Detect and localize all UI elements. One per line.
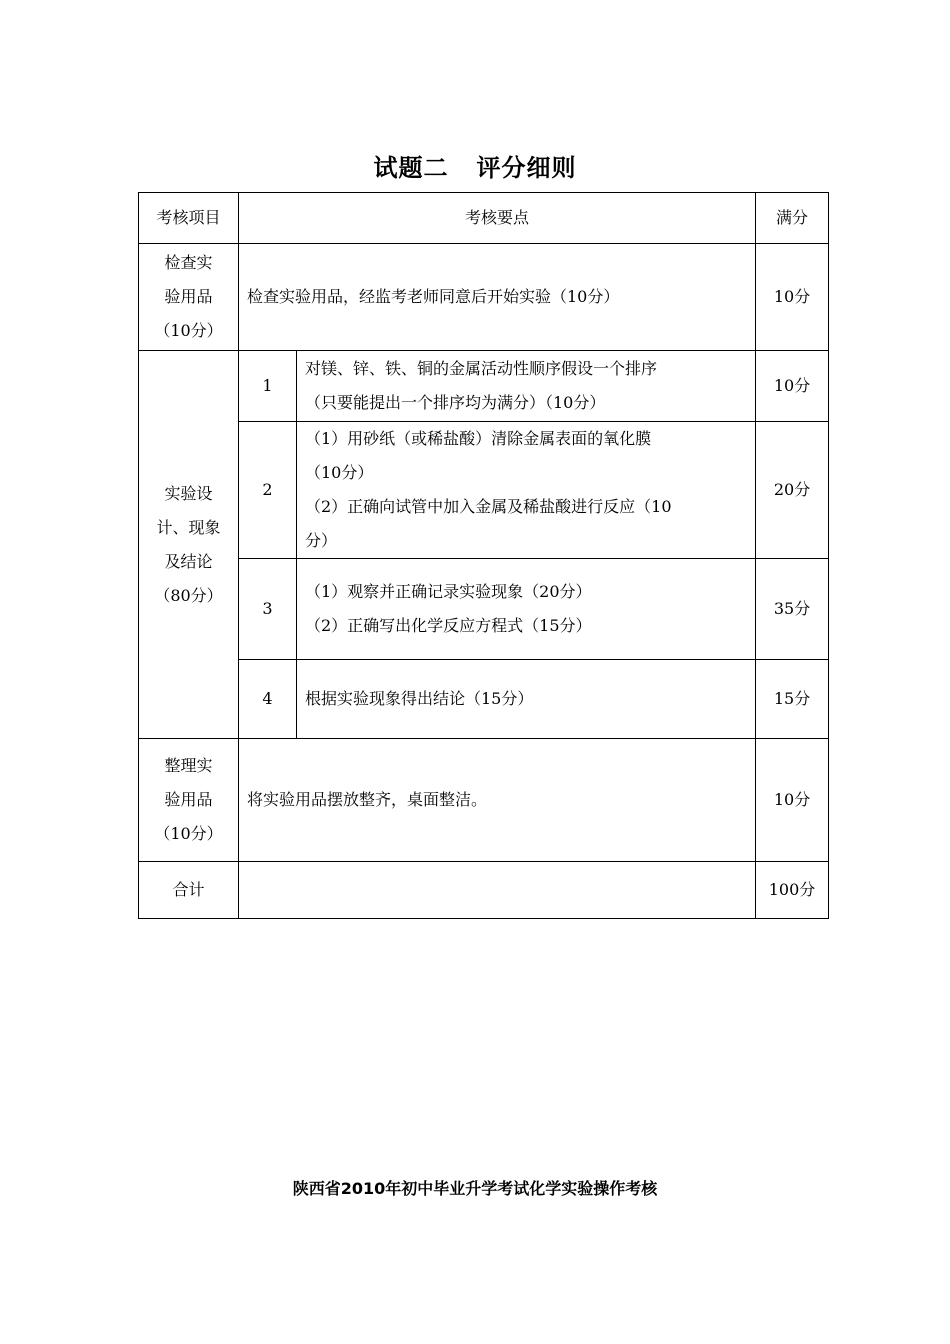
scoring-table (138, 192, 829, 919)
table-row-total (139, 862, 829, 919)
points-line: （10分） (305, 463, 374, 482)
sub-number: 1 (239, 351, 297, 422)
item-cell-check (139, 244, 239, 351)
total-label: 合计 (139, 862, 239, 919)
sub-score: 10分 (756, 351, 829, 422)
points-line: （1）观察并正确记录实验现象（20分） (305, 582, 592, 601)
sub-score: 35分 (756, 559, 829, 660)
header-points: 考核要点 (239, 193, 756, 244)
item-cell-design (139, 351, 239, 739)
sub-number: 2 (239, 422, 297, 559)
item-cell-tidy (139, 739, 239, 862)
table-row-design-4 (139, 660, 829, 739)
sub-points (297, 351, 756, 422)
total-points (239, 862, 756, 919)
page-footer: 陕西省2010年初中毕业升学考试化学实验操作考核 (292, 1179, 658, 1198)
points-cell-check: 检查实验用品，经监考老师同意后开始实验（10分） (239, 244, 756, 351)
item-line: 验用品 (164, 287, 213, 306)
total-score: 100分 (756, 862, 829, 919)
table-row-design-1 (139, 351, 829, 422)
item-line: （10分） (154, 824, 223, 843)
title-part-1: 试题二 (373, 154, 449, 182)
item-line: 验用品 (164, 790, 213, 809)
header-full: 满分 (756, 193, 829, 244)
item-line: 检查实 (164, 253, 213, 272)
points-line: 对镁、锌、铁、铜的金属活动性顺序假设一个排序 (305, 359, 658, 378)
table-row-design-3 (139, 559, 829, 660)
item-line: 整理实 (164, 756, 213, 775)
sub-score: 20分 (756, 422, 829, 559)
header-item: 考核项目 (139, 193, 239, 244)
sub-score: 15分 (756, 660, 829, 739)
item-line: 及结论 (164, 551, 213, 571)
score-cell-tidy: 10分 (756, 739, 829, 862)
table-row-check (139, 244, 829, 351)
table-row-tidy (139, 739, 829, 862)
title-part-2: 评分细则 (476, 154, 577, 182)
item-line: 计、现象 (156, 517, 221, 537)
points-line: （2）正确写出化学反应方程式（15分） (305, 616, 592, 635)
sub-points (297, 559, 756, 660)
points-line: （1）用砂纸（或稀盐酸）清除金属表面的氧化膜 (305, 429, 652, 448)
points-line: （只要能提出一个排序均为满分）（10分） (305, 393, 606, 412)
item-line: 实验设 (164, 483, 213, 503)
sub-points: 根据实验现象得出结论（15分） (297, 660, 756, 739)
table-row-design-2 (139, 422, 829, 559)
points-cell-tidy: 将实验用品摆放整齐，桌面整洁。 (239, 739, 756, 862)
score-cell-check: 10分 (756, 244, 829, 351)
sub-points (297, 422, 756, 559)
item-line: （80分） (154, 585, 223, 605)
item-line: （10分） (154, 321, 223, 340)
sub-number: 4 (239, 660, 297, 739)
header-row (139, 193, 829, 244)
sub-number: 3 (239, 559, 297, 660)
points-line: （2）正确向试管中加入金属及稀盐酸进行反应（10 (305, 497, 672, 516)
points-line: 分） (305, 531, 338, 550)
page-title (0, 148, 950, 183)
